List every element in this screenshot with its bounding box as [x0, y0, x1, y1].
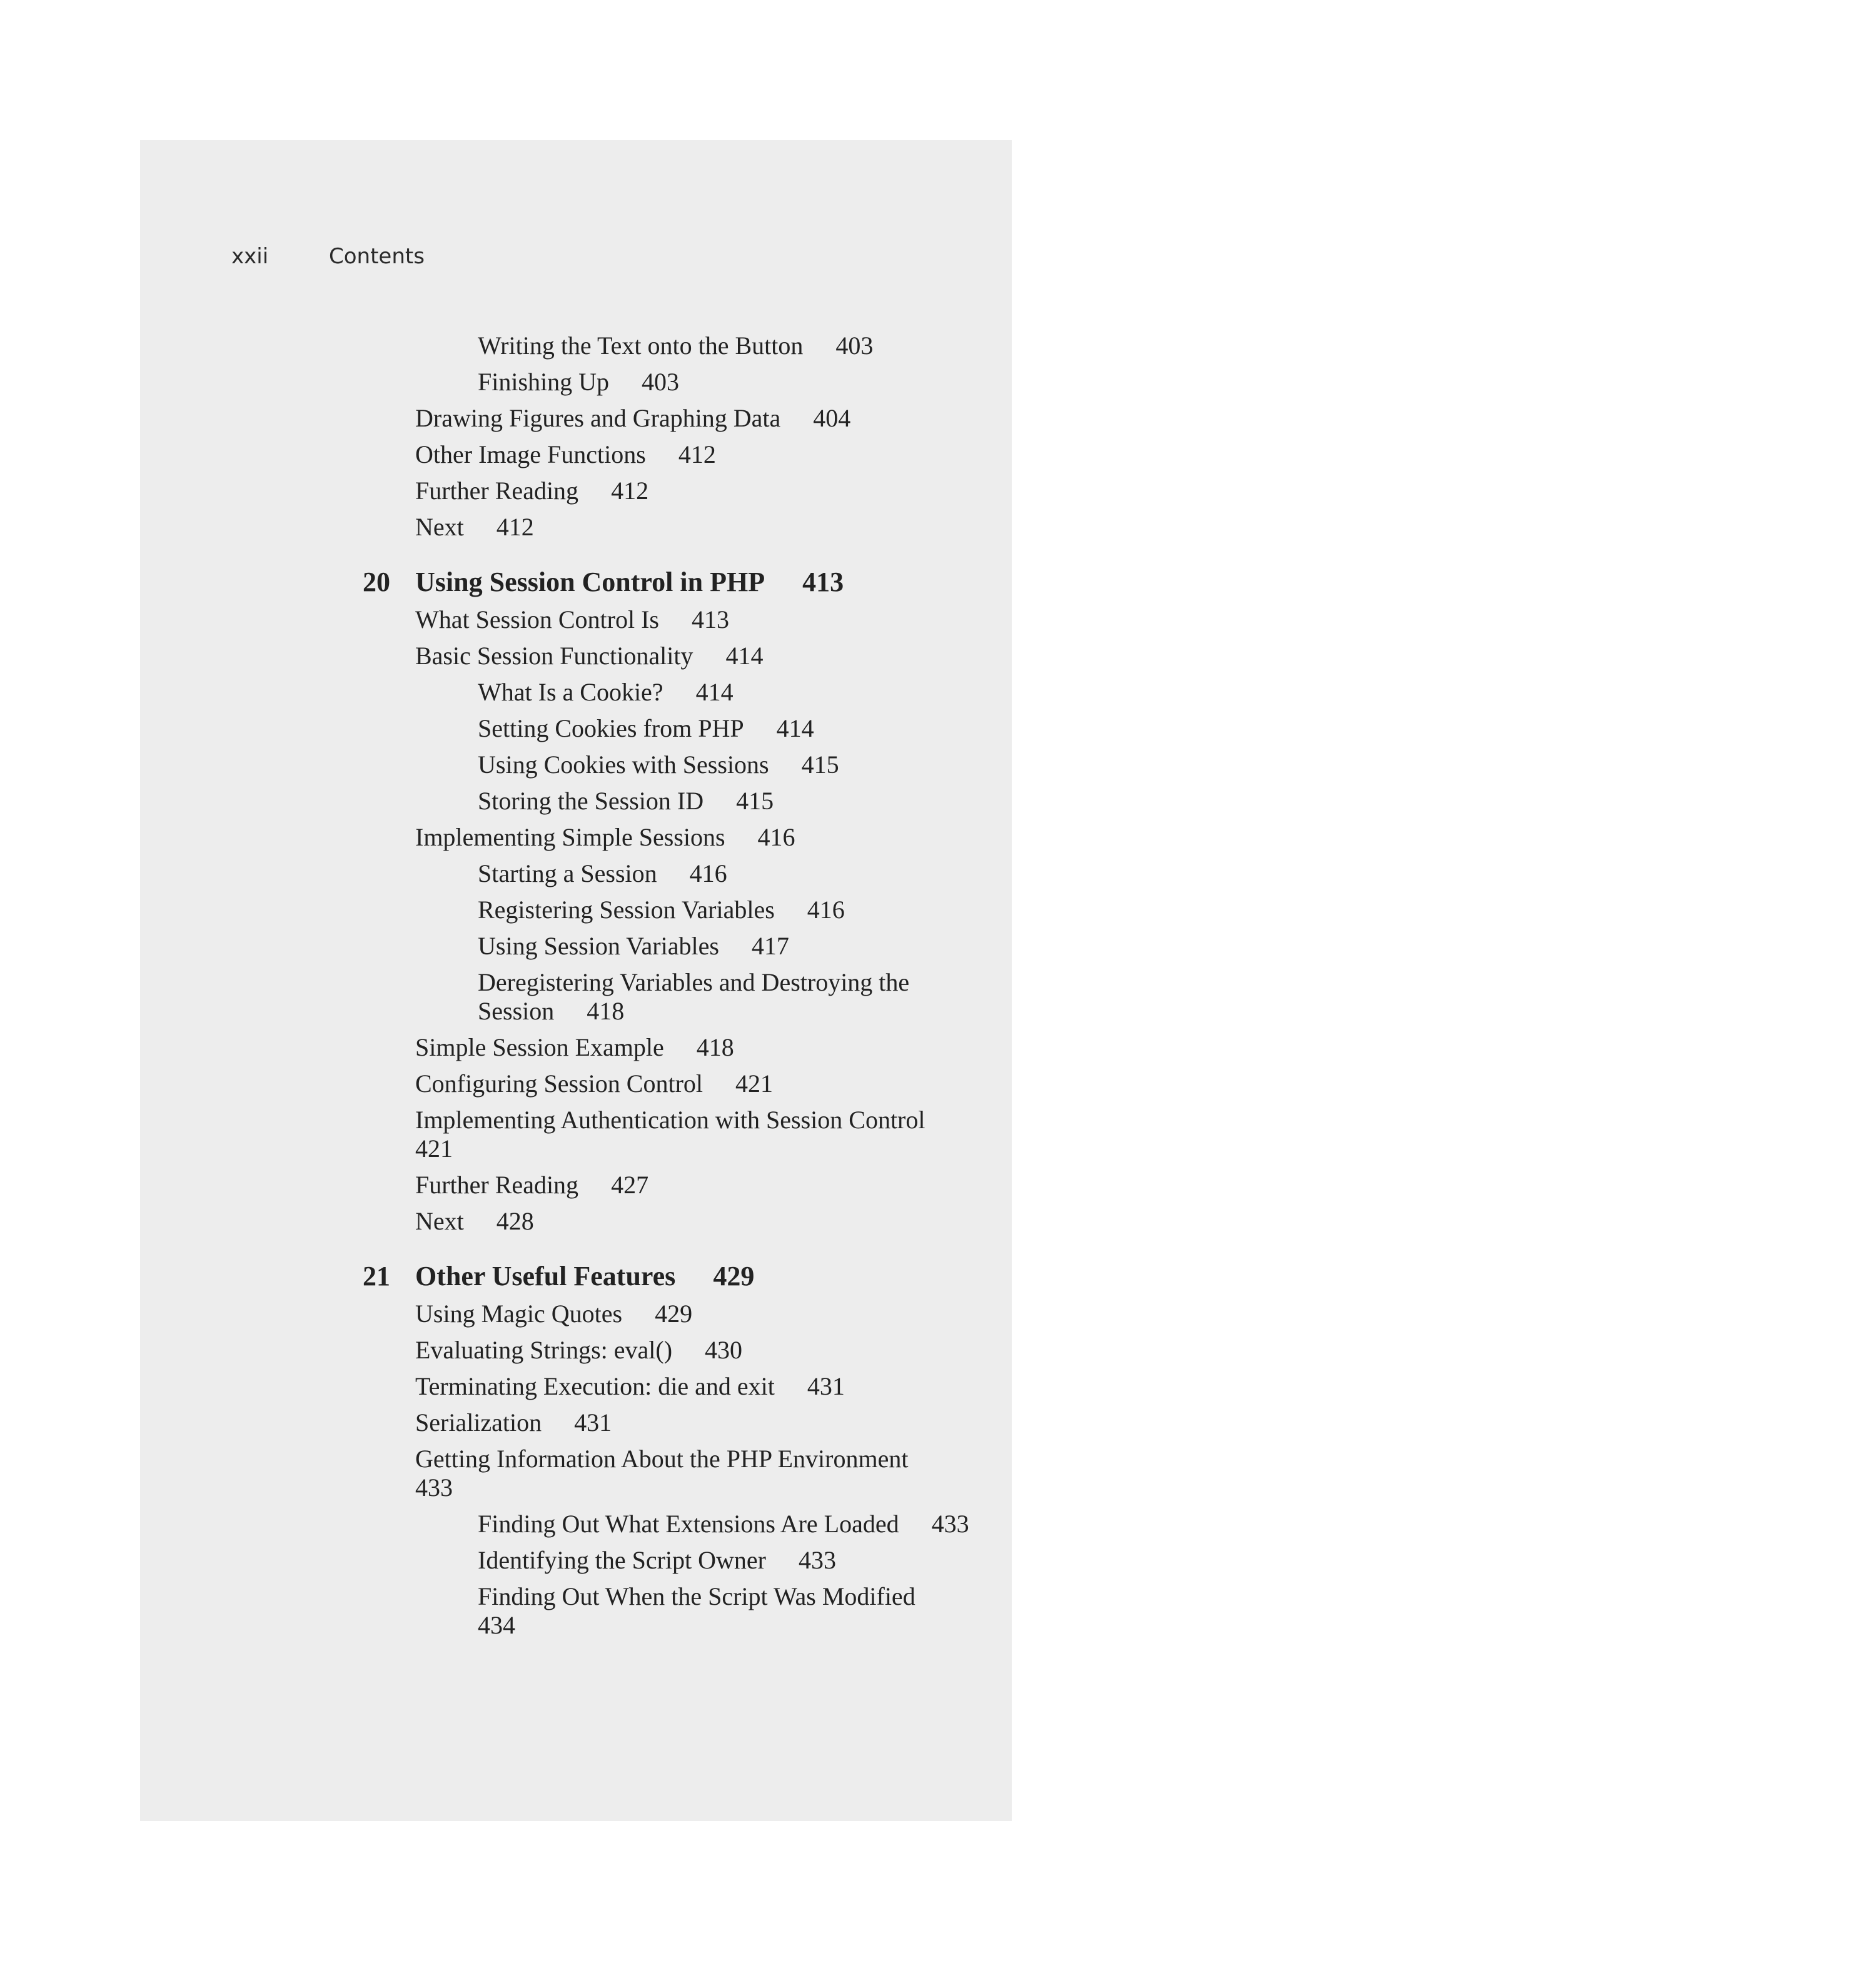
chapter-page: 429 [713, 1261, 755, 1291]
toc-entry-title: Drawing Figures and Graphing Data [415, 404, 781, 432]
toc-entry-title: Starting a Session [478, 859, 657, 887]
toc-entry-title: Using Magic Quotes [415, 1300, 623, 1328]
toc-entry[interactable] [415, 1408, 1001, 1437]
toc-entry-page: 421 [415, 1134, 453, 1163]
toc-entry-page: 403 [835, 331, 874, 360]
chapter-page: 413 [802, 567, 844, 597]
toc-entry[interactable] [415, 1300, 1001, 1328]
toc-entry-page: 414 [725, 642, 764, 670]
toc-entry[interactable] [415, 1106, 1001, 1163]
chapter-heading-21[interactable] [363, 1261, 1001, 1292]
toc-entry[interactable] [415, 477, 1001, 505]
toc-entry-page: 413 [691, 605, 729, 634]
toc-entry[interactable] [478, 968, 1001, 1026]
toc-entry[interactable] [478, 787, 1001, 816]
table-of-contents [0, 331, 1001, 1647]
toc-entry-title: Writing the Text onto the Button [478, 331, 804, 360]
toc-entry-page: 434 [478, 1611, 515, 1639]
toc-entry[interactable] [415, 642, 1001, 670]
toc-entry[interactable] [415, 404, 1001, 433]
toc-entry[interactable] [415, 1033, 1001, 1062]
toc-entry-page: 404 [813, 404, 851, 432]
toc-entry-page: 418 [587, 997, 625, 1025]
toc-entry-title: Further Reading [415, 477, 579, 505]
toc-entry[interactable] [415, 1171, 1001, 1200]
toc-entry[interactable] [415, 1336, 1001, 1365]
chapter-title: Using Session Control in PHP [415, 567, 765, 597]
chapter-number: 20 [363, 567, 390, 597]
toc-entry-page: 415 [801, 750, 839, 779]
toc-entry[interactable] [478, 678, 1001, 707]
toc-entry-title: Implementing Simple Sessions [415, 823, 725, 851]
chapter-title: Other Useful Features [415, 1261, 676, 1291]
toc-entry-page: 433 [931, 1510, 969, 1538]
toc-entry[interactable] [478, 368, 1001, 397]
toc-entry-title: Evaluating Strings: eval() [415, 1336, 673, 1364]
toc-entry-title: Terminating Execution: die and exit [415, 1372, 775, 1400]
toc-entry-page: 431 [807, 1372, 845, 1400]
toc-entry[interactable] [478, 859, 1001, 888]
toc-entry-title: Next [415, 1207, 464, 1235]
toc-entry-title: Finding Out What Extensions Are Loaded [478, 1510, 899, 1538]
toc-entry[interactable] [478, 1546, 1001, 1575]
toc-entry-page: 415 [736, 787, 774, 815]
toc-entry-page: 433 [799, 1546, 836, 1574]
toc-entry[interactable] [415, 823, 1001, 852]
toc-entry-title: Finishing Up [478, 368, 610, 396]
toc-entry-page: 416 [689, 859, 727, 887]
toc-entry[interactable] [415, 1445, 1001, 1502]
toc-entry-page: 430 [705, 1336, 743, 1364]
toc-entry-title: Other Image Functions [415, 440, 646, 468]
toc-entry[interactable] [478, 932, 1001, 961]
toc-entry-page: 431 [574, 1408, 612, 1437]
toc-entry-title: Serialization [415, 1408, 542, 1437]
toc-entry-title: Deregistering Variables and Destroying the [478, 968, 910, 996]
toc-entry-title: Getting Information About the PHP Environment [415, 1445, 909, 1473]
toc-entry-title: Registering Session Variables [478, 896, 775, 924]
toc-entry-title: Storing the Session ID [478, 787, 704, 815]
toc-entry-page: 417 [751, 932, 789, 960]
toc-entry-title: Setting Cookies from PHP [478, 714, 744, 742]
toc-entry-title: Using Session Variables [478, 932, 719, 960]
toc-entry-page: 416 [757, 823, 795, 851]
toc-entry-page: 403 [642, 368, 680, 396]
toc-entry-title: Using Cookies with Sessions [478, 750, 769, 779]
toc-entry-page: 414 [776, 714, 814, 742]
toc-entry-title: Configuring Session Control [415, 1069, 704, 1098]
toc-entry-title: Identifying the Script Owner [478, 1546, 766, 1574]
chapter-heading-20[interactable] [363, 567, 1001, 598]
toc-entry-title: Further Reading [415, 1171, 579, 1199]
toc-entry-title: Simple Session Example [415, 1033, 664, 1061]
toc-entry-page: 416 [807, 896, 845, 924]
toc-entry[interactable] [478, 1582, 1001, 1640]
toc-entry-page: 433 [415, 1473, 453, 1502]
toc-entry-title: What Session Control Is [415, 605, 659, 634]
toc-entry[interactable] [478, 714, 1001, 743]
toc-entry[interactable] [415, 1069, 1001, 1098]
toc-entry-page: 412 [611, 477, 649, 505]
toc-entry[interactable] [478, 750, 1001, 779]
page-number: xxii [231, 244, 269, 269]
toc-entry-title: Basic Session Functionality [415, 642, 693, 670]
toc-entry-page: 412 [496, 513, 534, 541]
section-title: Contents [329, 244, 425, 269]
toc-entry-page: 412 [678, 440, 716, 468]
toc-entry-title: Implementing Authentication with Session Control [415, 1106, 925, 1134]
toc-entry-page: 414 [695, 678, 734, 706]
chapter-number: 21 [363, 1261, 390, 1291]
toc-entry[interactable] [415, 1207, 1001, 1236]
toc-entry-title: What Is a Cookie? [478, 678, 663, 706]
toc-entry-page: 418 [696, 1033, 734, 1061]
toc-entry-title: Next [415, 513, 464, 541]
toc-entry-title: Finding Out When the Script Was Modified [478, 1582, 915, 1610]
toc-entry-page: 427 [611, 1171, 649, 1199]
toc-entry-page: 429 [655, 1300, 693, 1328]
toc-entry[interactable] [415, 605, 1001, 634]
toc-entry-page: 421 [735, 1069, 774, 1098]
toc-entry[interactable] [415, 513, 1001, 542]
toc-entry[interactable] [415, 1372, 1001, 1401]
toc-entry[interactable] [415, 440, 1001, 469]
toc-entry-title-continued: Session [478, 997, 555, 1025]
toc-entry[interactable] [478, 1510, 1001, 1538]
toc-entry[interactable] [478, 896, 1001, 924]
toc-entry-page: 428 [496, 1207, 534, 1235]
toc-entry[interactable] [478, 331, 1001, 360]
